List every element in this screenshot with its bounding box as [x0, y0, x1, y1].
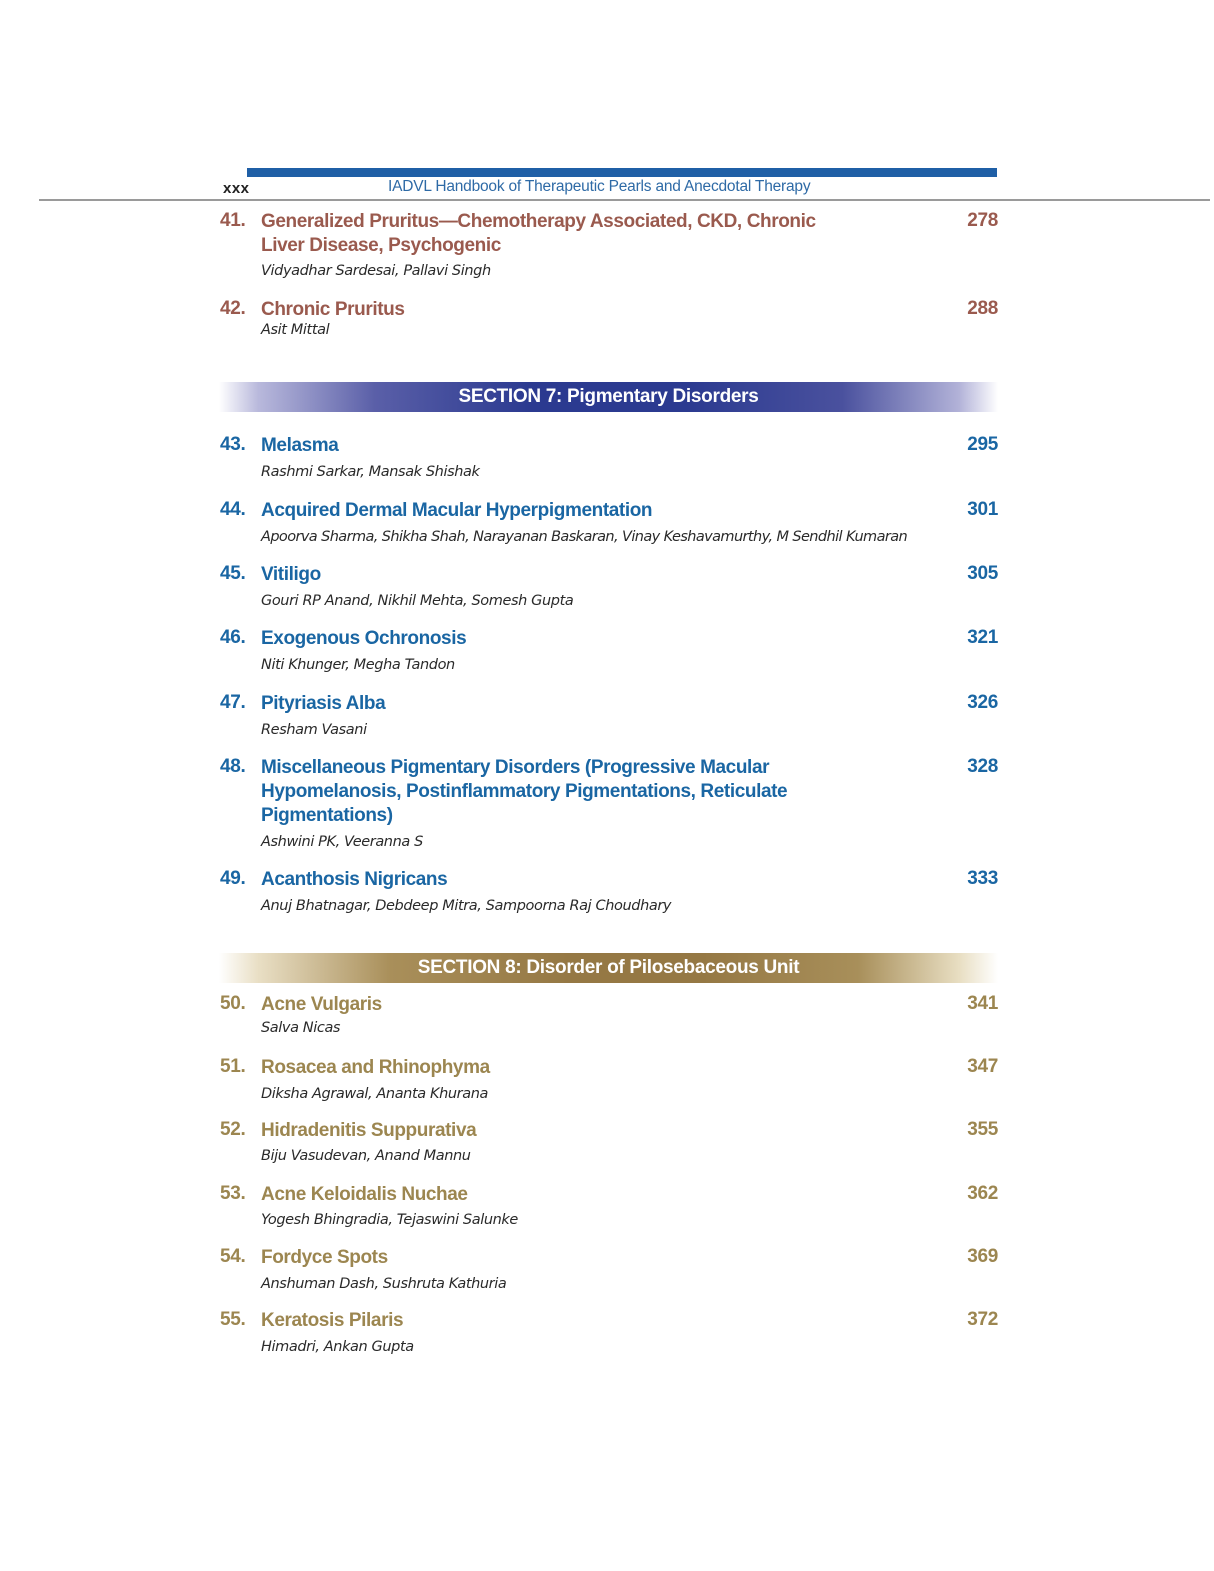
toc-entry-51[interactable] — [220, 1056, 998, 1102]
header-rule — [39, 199, 1210, 201]
chapter-page: 347 — [967, 1056, 998, 1077]
chapter-page: 355 — [967, 1119, 998, 1140]
chapter-page: 278 — [967, 210, 998, 231]
chapter-number: 46. — [220, 627, 246, 648]
toc-entry-49[interactable] — [220, 868, 998, 914]
chapter-authors: Ashwini PK, Veeranna S — [261, 834, 423, 850]
toc-entry-45[interactable] — [220, 563, 998, 609]
chapter-authors: Anuj Bhatnagar, Debdeep Mitra, Sampoorna Raj Choudhary — [261, 898, 672, 914]
chapter-title: Melasma — [261, 435, 339, 456]
chapter-number: 50. — [220, 993, 246, 1014]
toc-entry-48[interactable] — [220, 756, 998, 850]
header-top-bar — [247, 168, 997, 177]
toc-entry-44[interactable] — [220, 499, 998, 545]
toc-entry-53[interactable] — [220, 1183, 998, 1228]
chapter-page: 369 — [967, 1246, 998, 1267]
chapter-number: 54. — [220, 1246, 246, 1267]
chapter-authors: Gouri RP Anand, Nikhil Mehta, Somesh Gupta — [261, 593, 574, 609]
section-8-heading: SECTION 8: Disorder of Pilosebaceous Unit — [219, 953, 998, 983]
chapter-title: Acanthosis Nigricans — [261, 869, 448, 890]
chapter-title: Chronic Pruritus — [261, 299, 405, 320]
chapter-page: 305 — [967, 563, 998, 584]
chapter-title: Acne Vulgaris — [261, 994, 382, 1015]
chapter-title: Hidradenitis Suppurativa — [261, 1120, 477, 1141]
chapter-page: 295 — [967, 434, 998, 455]
chapter-authors: Himadri, Ankan Gupta — [261, 1339, 414, 1355]
chapter-number: 55. — [220, 1309, 246, 1330]
running-header-title: IADVL Handbook of Therapeutic Pearls and Anecdotal Therapy — [388, 178, 811, 195]
chapter-authors: Resham Vasani — [261, 722, 367, 738]
chapter-page: 333 — [967, 868, 998, 889]
chapter-number: 51. — [220, 1056, 246, 1077]
chapter-title: Generalized Pruritus—Chemotherapy Associated, CKD, Chronic Liver Disease, Psychogenic — [261, 211, 816, 256]
chapter-number: 44. — [220, 499, 246, 520]
chapter-page: 372 — [967, 1309, 998, 1330]
chapter-authors: Niti Khunger, Megha Tandon — [261, 657, 455, 673]
toc-entry-50[interactable] — [220, 993, 998, 1036]
chapter-page: 341 — [967, 993, 998, 1014]
chapter-authors: Apoorva Sharma, Shikha Shah, Narayanan Baskaran, Vinay Keshavamurthy, M Sendhil Kumaran — [261, 529, 908, 545]
chapter-number: 47. — [220, 692, 246, 713]
chapter-title: Vitiligo — [261, 564, 321, 585]
toc-entry-52[interactable] — [220, 1119, 998, 1164]
toc-entry-47[interactable] — [220, 692, 998, 738]
toc-entry-43[interactable] — [220, 434, 998, 480]
chapter-number: 45. — [220, 563, 246, 584]
chapter-title: Pityriasis Alba — [261, 693, 386, 714]
chapter-number: 52. — [220, 1119, 246, 1140]
chapter-authors: Salva Nicas — [261, 1020, 341, 1036]
chapter-number: 43. — [220, 434, 246, 455]
toc-entry-55[interactable] — [220, 1309, 998, 1355]
chapter-title: Exogenous Ochronosis — [261, 628, 467, 649]
chapter-authors: Vidyadhar Sardesai, Pallavi Singh — [261, 263, 491, 279]
chapter-authors: Yogesh Bhingradia, Tejaswini Salunke — [261, 1212, 518, 1228]
chapter-page: 321 — [967, 627, 998, 648]
chapter-authors: Asit Mittal — [261, 322, 330, 338]
chapter-title: Keratosis Pilaris — [261, 1310, 404, 1331]
toc-entry-41[interactable] — [220, 210, 998, 279]
toc-entry-42[interactable] — [220, 298, 998, 338]
chapter-page: 328 — [967, 756, 998, 777]
chapter-authors: Biju Vasudevan, Anand Mannu — [261, 1148, 471, 1164]
chapter-number: 48. — [220, 756, 246, 777]
toc-entry-54[interactable] — [220, 1246, 998, 1292]
chapter-title: Fordyce Spots — [261, 1247, 388, 1268]
chapter-page: 301 — [967, 499, 998, 520]
chapter-page: 288 — [967, 298, 998, 319]
chapter-title: Rosacea and Rhinophyma — [261, 1057, 490, 1078]
chapter-number: 41. — [220, 210, 246, 231]
section-7-heading: SECTION 7: Pigmentary Disorders — [219, 382, 998, 412]
chapter-title: Miscellaneous Pigmentary Disorders (Progressive Macular Hypomelanosis, Postinflammatory Pigmentations, Reticulate Pigmentations) — [261, 757, 788, 826]
chapter-number: 49. — [220, 868, 246, 889]
chapter-authors: Anshuman Dash, Sushruta Kathuria — [261, 1276, 507, 1292]
chapter-number: 53. — [220, 1183, 246, 1204]
chapter-page: 362 — [967, 1183, 998, 1204]
toc-entry-46[interactable] — [220, 627, 998, 673]
chapter-authors: Diksha Agrawal, Ananta Khurana — [261, 1086, 488, 1102]
chapter-number: 42. — [220, 298, 246, 319]
chapter-title: Acne Keloidalis Nuchae — [261, 1184, 468, 1205]
chapter-page: 326 — [967, 692, 998, 713]
chapter-authors: Rashmi Sarkar, Mansak Shishak — [261, 464, 480, 480]
chapter-title: Acquired Dermal Macular Hyperpigmentation — [261, 500, 653, 521]
page-number: xxx — [223, 180, 250, 197]
